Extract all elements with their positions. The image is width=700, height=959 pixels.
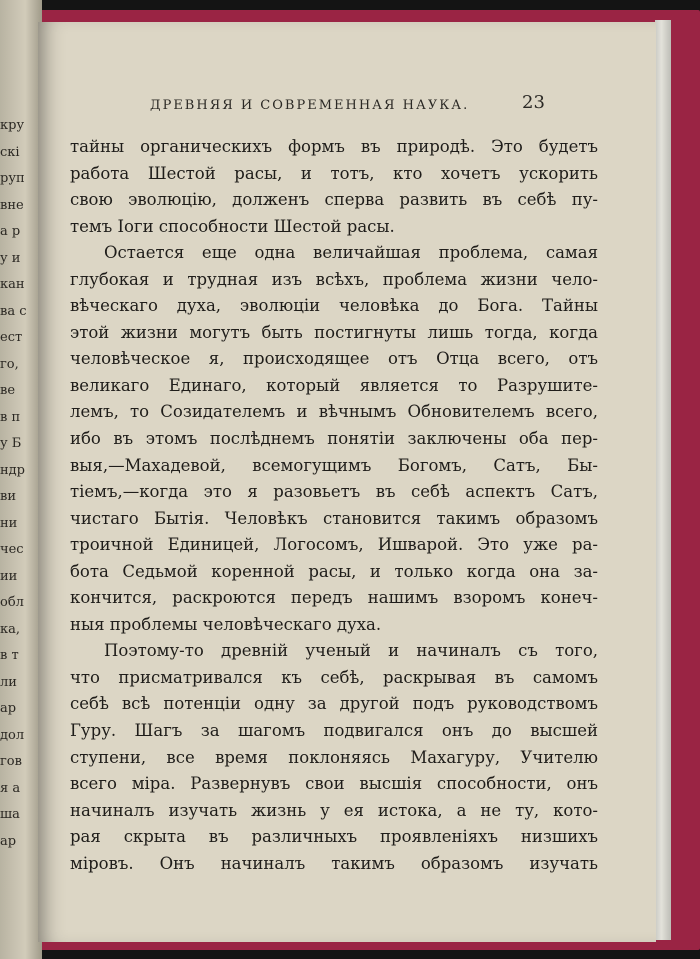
- text-line: свою эволюцію, долженъ сперва развить въ себѣ пу-: [70, 190, 598, 210]
- text-line: Поэтому-то древній ученый и начиналъ съ того,: [104, 641, 598, 661]
- text-line: троичной Единицей, Логосомъ, Ишварой. Это уже ра-: [70, 535, 598, 555]
- text-line: Остается еще одна величайшая проблема, самая: [104, 243, 598, 263]
- text-line: что присматривался къ себѣ, раскрывая въ самомъ: [70, 667, 598, 687]
- text-line: вѣческаго духа, эволюціи человѣка до Бога. Тайны: [70, 296, 598, 316]
- text-line: этой жизни могутъ быть постигнуты лишь тогда, когда: [70, 322, 598, 342]
- left-page-fragment: ша: [0, 807, 20, 822]
- left-page-fragment: ли: [0, 674, 17, 690]
- left-page-fragment: чес: [0, 542, 24, 557]
- text-line: тайны органическихъ формъ въ природѣ. Это будетъ: [70, 137, 598, 156]
- page-number: 23: [522, 92, 545, 113]
- left-page-fragment: ндр: [0, 462, 25, 478]
- text-line: всего міра. Развернувъ свои высшія способности, онъ: [70, 774, 598, 794]
- right-page: [38, 22, 656, 942]
- left-page-fragment: гов: [0, 754, 22, 769]
- left-page-fragment: го,: [0, 356, 19, 372]
- left-page-fragment: вне: [0, 197, 24, 213]
- text-line: кончится, раскроются передъ нашимъ взоромъ конеч-: [70, 588, 598, 608]
- left-page-fragment: ест: [0, 330, 23, 345]
- text-line: Гуру. Шагъ за шагомъ подвигался онъ до высшей: [70, 721, 598, 741]
- page-edges: [655, 20, 671, 940]
- left-page-fragment: ва с: [0, 303, 27, 319]
- text-line: ныя проблемы человѣческаго духа.: [70, 614, 382, 634]
- text-line: великаго Единаго, который является то Разрушите-: [70, 375, 598, 395]
- text-line: себѣ всѣ потенціи одну за другой подъ руководствомъ: [70, 694, 598, 714]
- text-line: тіемъ,—когда это я разовьетъ въ себѣ аспектъ Сатъ,: [70, 482, 598, 502]
- left-page: [0, 0, 42, 959]
- left-page-fragment: в т: [0, 648, 19, 663]
- text-line: чистаго Бытія. Человѣкъ становится такимъ образомъ: [70, 508, 598, 528]
- body-text: [70, 134, 598, 877]
- left-page-fragment: у Б: [0, 436, 22, 451]
- left-page-fragment: ка,: [0, 621, 21, 637]
- left-page-fragment: ар: [0, 833, 17, 849]
- text-line: ибо въ этомъ послѣднемъ понятіи заключены оба пер-: [70, 429, 598, 449]
- text-line: ступени, все время поклоняясь Махагуру, Учителю: [70, 747, 598, 767]
- text-line: міровъ. Онъ начиналъ такимъ образомъ изучать: [70, 853, 598, 873]
- left-page-fragment: дол: [0, 727, 25, 743]
- text-line: лемъ, то Созидателемъ и вѣчнымъ Обновителемъ всего,: [70, 402, 598, 422]
- left-page-fragment: ви: [0, 489, 16, 504]
- left-page-fragment: кан: [0, 277, 25, 292]
- running-head: ДРЕВНЯЯ И СОВРЕМЕННАЯ НАУКА.: [150, 98, 470, 113]
- left-page-fragment: у и: [0, 250, 21, 266]
- text-line: человѣческое я, происходящее отъ Отца всего, отъ: [70, 349, 598, 369]
- left-page-fragment: я а: [0, 780, 21, 796]
- left-page-fragment: ар: [0, 701, 17, 716]
- left-page-fragment: в п: [0, 409, 21, 425]
- page-header: [38, 92, 656, 118]
- text-line: рая скрыта въ различныхъ проявленіяхъ низшихъ: [70, 827, 598, 847]
- left-page-fragment: скі: [0, 144, 20, 160]
- left-page-fragment: ве: [0, 383, 16, 398]
- text-line: глубокая и трудная изъ всѣхъ, проблема жизни чело-: [70, 269, 598, 289]
- text-line: выя,—Махадевой, всемогущимъ Богомъ, Сатъ, Бы-: [70, 455, 598, 475]
- left-page-fragment: ии: [0, 568, 18, 584]
- text-line: бота Седьмой коренной расы, и только когда она за-: [70, 561, 598, 581]
- left-page-fragment: кру: [0, 118, 25, 133]
- left-page-fragment: ни: [0, 515, 18, 531]
- left-page-fragment: руп: [0, 171, 25, 186]
- left-page-fragment: обл: [0, 595, 24, 610]
- left-page-fragment: а р: [0, 224, 21, 239]
- text-line: темъ Іоги способности Шестой расы.: [70, 216, 395, 236]
- text-line: работа Шестой расы, и тотъ, кто хочетъ ускорить: [70, 163, 598, 183]
- text-line: начиналъ изучать жизнь у ея истока, а не ту, кото-: [70, 800, 598, 820]
